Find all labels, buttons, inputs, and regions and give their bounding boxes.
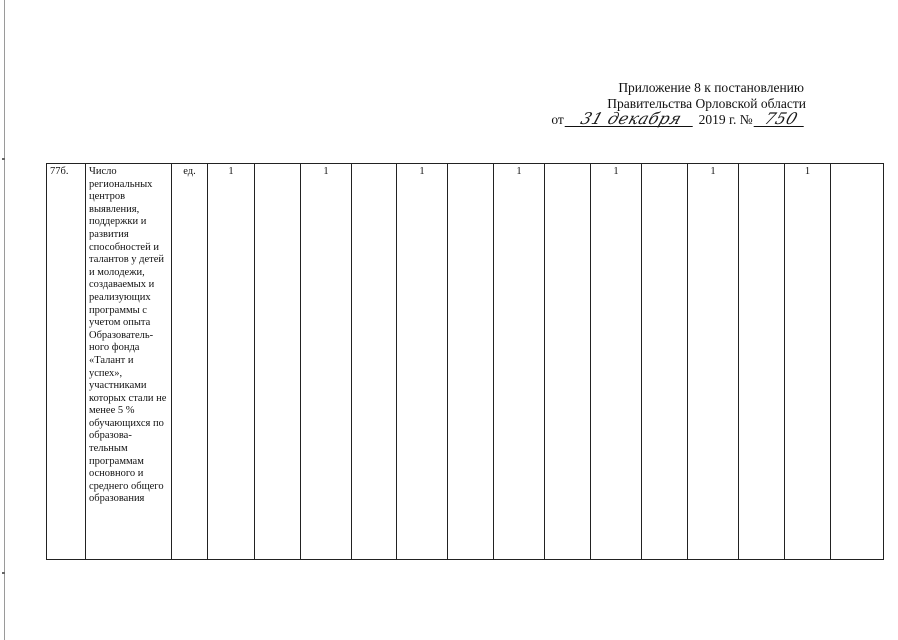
- resolution-date-row: [551, 109, 806, 128]
- binding-margin-line: [4, 0, 5, 640]
- value-cell: 1: [208, 164, 255, 560]
- appendix-line-1: Приложение 8 к постановлению: [618, 80, 804, 95]
- value-cell: 1: [301, 164, 352, 560]
- value-cell: [831, 164, 884, 560]
- value-cell: 1: [591, 164, 642, 560]
- value-cell: [255, 164, 301, 560]
- value-cell: [448, 164, 494, 560]
- value-cell: 1: [397, 164, 448, 560]
- unit-cell: ед.: [172, 164, 208, 560]
- value-cell: [642, 164, 688, 560]
- value-cell: 1: [688, 164, 739, 560]
- year-label: 2019 г. №: [698, 112, 753, 127]
- value-cell: 1: [494, 164, 545, 560]
- binding-mark: [2, 158, 5, 160]
- value-cell: [739, 164, 785, 560]
- appendix-header: [506, 80, 806, 128]
- indicator-table: [46, 163, 884, 560]
- appendix-line-2: Правительства Орловской области: [607, 96, 806, 111]
- table-row: [47, 164, 884, 560]
- handwritten-date: 31 декабря: [565, 112, 698, 127]
- from-label: от: [551, 112, 564, 127]
- value-cell: [352, 164, 397, 560]
- indicator-name: Число региональных центров выявления, поддержки и развития способностей и талантов у детей и молодежи, создаваемых и реализующих программы с учетом опыта Образователь-ного фонда «Талант и успех», участниками которых стали не менее 5 % обучающихся по образова-тельным программам основного и среднего общего образования: [86, 164, 172, 560]
- value-cell: 1: [785, 164, 831, 560]
- value-cell: [545, 164, 591, 560]
- handwritten-number: 750: [754, 112, 809, 127]
- row-number: 77б.: [47, 164, 86, 560]
- binding-mark: [2, 572, 5, 574]
